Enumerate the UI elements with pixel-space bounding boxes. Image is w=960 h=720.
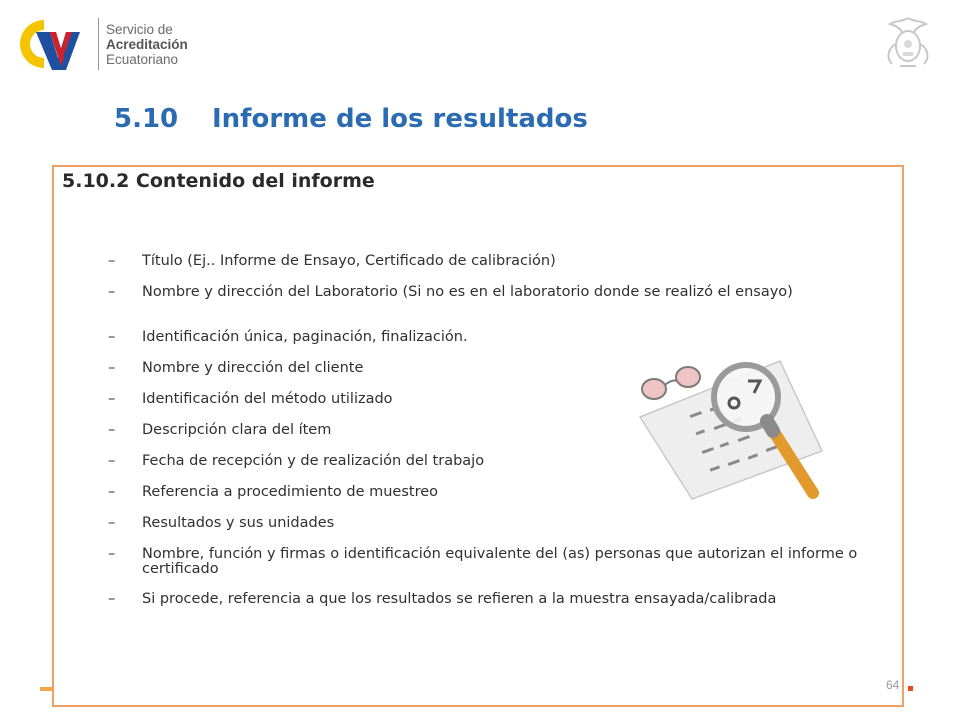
- bullet-dash: –: [108, 253, 116, 269]
- list-item-text: Identificación única, paginación, finalización.: [142, 329, 468, 345]
- bullet-dash: –: [108, 591, 116, 607]
- bullet-dash: –: [108, 515, 116, 531]
- magnifying-glass-eye-chart-icon: [630, 355, 830, 505]
- bullet-dash: –: [108, 329, 116, 345]
- bullet-dash: –: [108, 453, 116, 469]
- logo-line-2: Acreditación: [106, 37, 188, 52]
- list-item-text: Fecha de recepción y de realización del trabajo: [142, 453, 485, 469]
- list-item-text: Resultados y sus unidades: [142, 515, 335, 531]
- list-item-text: Identificación del método utilizado: [142, 391, 393, 407]
- accent-line: [40, 687, 54, 691]
- bullet-dash: –: [108, 484, 116, 500]
- bullet-dash: –: [108, 284, 116, 300]
- slide-title-text: Informe de los resultados: [212, 104, 588, 134]
- logo-line-1: Servicio de: [106, 22, 173, 37]
- list-item-text: Nombre, función y firmas o identificación equivalente del (as) personas que autorizan el informe o certificado: [142, 546, 858, 577]
- bullet-dash: –: [108, 422, 116, 438]
- list-item-text: Descripción clara del ítem: [142, 422, 332, 438]
- list-item-text: Si procede, referencia a que los resultados se refieren a la muestra ensayada/calibrada: [142, 591, 777, 607]
- list-item-text: Referencia a procedimiento de muestreo: [142, 484, 439, 500]
- accent-dot: [908, 686, 913, 691]
- logo-line-3: Ecuatoriano: [106, 52, 179, 67]
- list-item-text: Título (Ej.. Informe de Ensayo, Certificado de calibración): [142, 253, 556, 269]
- sae-logo: [14, 10, 194, 76]
- bullet-dash: –: [108, 360, 116, 376]
- coat-of-arms-icon: [882, 14, 934, 70]
- slide-title: [114, 104, 588, 134]
- slide-title-number: 5.10: [114, 104, 179, 134]
- logo-divider: [98, 18, 99, 70]
- list-item-text: Nombre y dirección del Laboratorio (Si no es en el laboratorio donde se realizó el ensayo): [142, 284, 793, 300]
- bullet-dash: –: [108, 391, 116, 407]
- page-number: 64: [886, 678, 900, 692]
- bullet-dash: –: [108, 546, 116, 562]
- list-item-text: Nombre y dirección del cliente: [142, 360, 364, 376]
- sae-logo-mark-icon: [14, 14, 88, 72]
- logo-text: [106, 22, 216, 67]
- section-heading: 5.10.2 Contenido del informe: [62, 170, 375, 192]
